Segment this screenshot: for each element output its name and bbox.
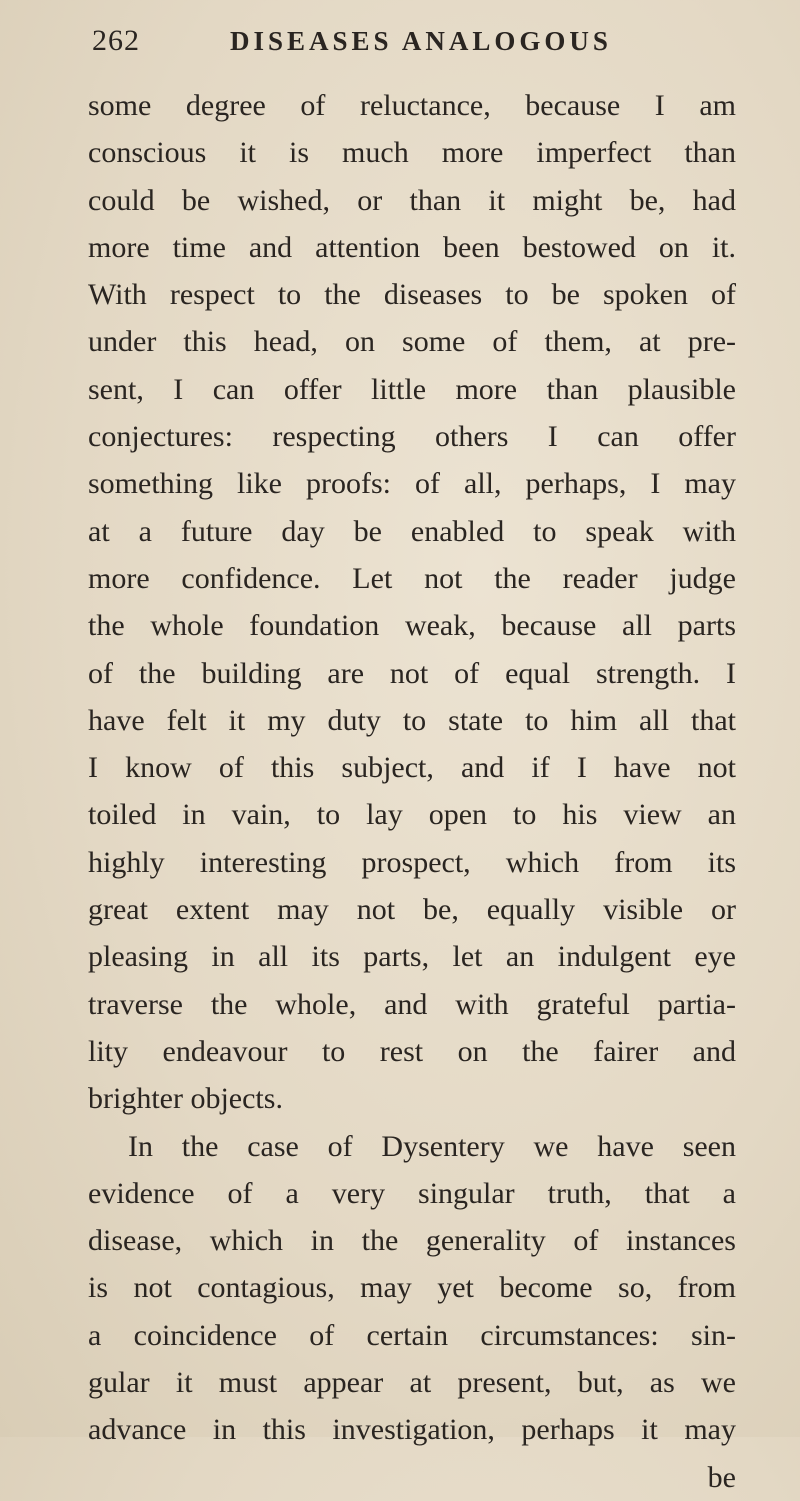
text-line: In the case of Dysentery we have seen [128, 1129, 736, 1163]
text-line: sent, I can offer little more than plausible [88, 372, 736, 406]
body-text [88, 82, 736, 1501]
text-line: lity endeavour to rest on the fairer and [88, 1034, 736, 1068]
text-line: of the building are not of equal strength. I [88, 656, 736, 690]
text-line: is not contagious, may yet become so, from [88, 1271, 736, 1305]
text-line: disease, which in the generality of instances [88, 1224, 736, 1258]
text-line: under this head, on some of them, at pre- [88, 325, 736, 359]
text-line: great extent may not be, equally visible or [88, 893, 736, 927]
text-line: more confidence. Let not the reader judge [88, 561, 736, 595]
text-line: gular it must appear at present, but, as we [88, 1366, 736, 1400]
running-title: DISEASES ANALOGOUS [230, 26, 612, 56]
text-line: conjectures: respecting others I can offer [88, 420, 736, 454]
page-number: 262 [92, 24, 140, 57]
text-line: conscious it is much more imperfect than [88, 136, 736, 170]
text-line: pleasing in all its parts, let an indulgent eye [88, 940, 736, 974]
text-line: I know of this subject, and if I have not [88, 751, 736, 785]
text-line: evidence of a very singular truth, that a [88, 1176, 736, 1210]
text-line: something like proofs: of all, perhaps, I may [88, 467, 736, 501]
text-line: brighter objects. [88, 1082, 283, 1116]
text-line: at a future day be enabled to speak with [88, 514, 736, 548]
text-line: have felt it my duty to state to him all that [88, 703, 736, 737]
running-head [92, 24, 732, 64]
text-line: highly interesting prospect, which from its [88, 845, 736, 879]
text-line: the whole foundation weak, because all parts [88, 609, 736, 643]
text-line: could be wished, or than it might be, had [88, 183, 736, 217]
text-line: some degree of reluctance, because I am [88, 89, 736, 122]
text-line: more time and attention been bestowed on it. [88, 230, 736, 264]
catchword: be [707, 1460, 736, 1494]
text-line: toiled in vain, to lay open to his view an [88, 798, 736, 832]
text-line: traverse the whole, and with grateful partia- [88, 987, 736, 1021]
text-line: advance in this investigation, perhaps it may [88, 1413, 736, 1447]
text-line: a coincidence of certain circumstances: sin- [88, 1318, 736, 1352]
text-line: With respect to the diseases to be spoken of [88, 278, 736, 312]
